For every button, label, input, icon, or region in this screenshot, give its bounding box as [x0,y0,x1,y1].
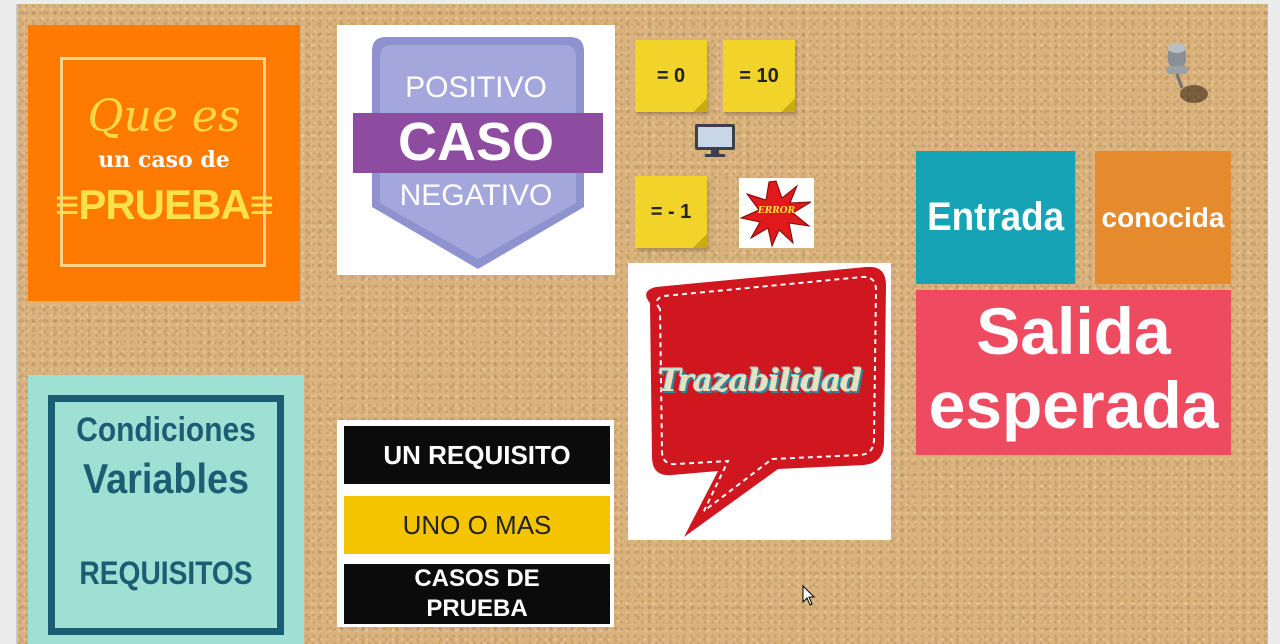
caso-text: CASO [397,112,554,172]
sticky-note-label: = 0 [656,64,686,87]
trazabilidad-text: Trazabilidad [657,363,862,399]
salida-text: Salida [976,294,1171,368]
sticky-note-label: = - 1 [650,200,692,223]
sticky-note-minus-one [635,176,707,248]
variables-text: Variables [82,455,250,502]
sticky-note-label: = 10 [739,64,779,87]
un-caso-de-text: un caso de [98,147,230,173]
casos-de-prueba-bar [344,564,610,624]
conocida-text: conocida [1101,201,1225,233]
card-condiciones-variables [28,375,304,644]
bar-label-line1: CASOS DE [414,565,540,592]
salida-esperada-tile [916,290,1231,455]
push-pin-icon [1160,42,1216,108]
bar-label: UN REQUISITO [383,440,571,470]
positivo-text: POSITIVO [405,71,547,104]
esperada-text: esperada [928,368,1219,442]
bar-label: UNO O MAS [402,510,552,540]
card-positivo-caso-negativo [337,25,615,275]
un-requisito-bar [344,426,610,484]
error-text: ERROR [757,206,796,216]
condiciones-text: Condiciones [76,411,256,449]
requisitos-text: REQUISITOS [79,555,253,591]
speech-bubble-icon [628,263,891,540]
sticky-note-ten [723,40,795,112]
monitor-icon [693,122,737,158]
sticky-note-zero [635,40,707,112]
error-card [739,178,814,248]
negativo-text: NEGATIVO [399,179,553,212]
que-es-title: Que es [87,91,241,142]
prueba-text: ≡PRUEBA≡ [54,181,274,228]
entrada-tile [916,151,1075,284]
mouse-cursor-icon [802,585,816,607]
card-que-es-caso-de-prueba [28,25,300,301]
entrada-text: Entrada [927,195,1065,239]
uno-o-mas-bar [344,496,610,554]
bar-label-line2: PRUEBA [426,595,528,622]
conocida-tile [1095,151,1231,284]
trazabilidad-card [628,263,891,540]
card-requisitos [337,420,614,627]
